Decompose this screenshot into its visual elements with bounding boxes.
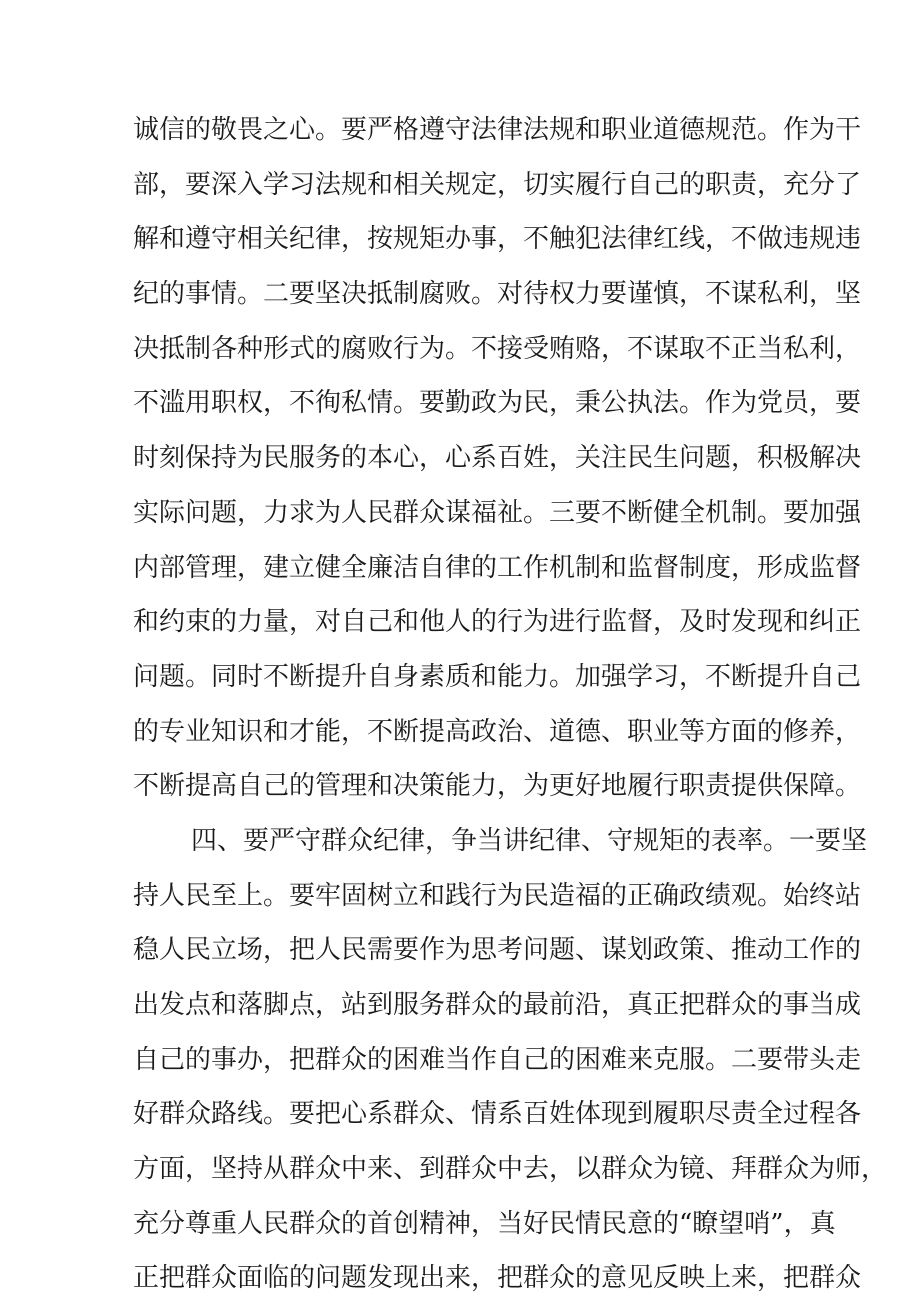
- text-line: 和约束的力量，对自己和他人的行为进行监督，及时发现和纠正: [133, 607, 862, 638]
- text-line: 稳人民立场，把人民需要作为思考问题、谋划政策、推动工作的: [133, 935, 862, 966]
- text-line: 的专业知识和才能，不断提高政治、道德、职业等方面的修养，: [133, 716, 862, 747]
- text-line: 好群众路线。要把心系群众、情系百姓体现到履职尽责全过程各: [133, 1099, 862, 1130]
- text-line: 自己的事办，把群众的困难当作自己的困难来克服。二要带头走: [133, 1044, 862, 1075]
- text-line: 实际问题，力求为人民群众谋福祉。三要不断健全机制。要加强: [133, 497, 862, 528]
- text-line: 问题。同时不断提升自身素质和能力。加强学习，不断提升自己: [133, 661, 862, 692]
- paragraph-start-line: 四、要严守群众纪律，争当讲纪律、守规矩的表率。一要坚: [191, 825, 868, 856]
- text-line: 持人民至上。要牢固树立和践行为民造福的正确政绩观。始终站: [133, 880, 862, 911]
- document-body: [133, 103, 888, 1306]
- text-line: 部，要深入学习法规和相关规定，切实履行自己的职责，充分了: [133, 169, 862, 200]
- text-line: 方面，坚持从群众中来、到群众中去，以群众为镜、拜群众为师，: [133, 1154, 888, 1185]
- text-line: 内部管理，建立健全廉洁自律的工作机制和监督制度，形成监督: [133, 552, 862, 583]
- text-line: 充分尊重人民群众的首创精神，当好民情民意的“瞭望哨”，真: [133, 1208, 836, 1239]
- text-line: 出发点和落脚点，站到服务群众的最前沿，真正把群众的事当成: [133, 990, 862, 1020]
- text-line: 时刻保持为民服务的本心，心系百姓，关注民生问题，积极解决: [133, 443, 862, 474]
- text-line: 正把群众面临的问题发现出来，把群众的意见反映上来，把群众: [133, 1263, 862, 1294]
- text-line: 不滥用职权，不徇私情。要勤政为民，秉公执法。作为党员，要: [133, 388, 862, 419]
- text-line: 决抵制各种形式的腐败行为。不接受贿赂，不谋取不正当私利，: [133, 333, 862, 364]
- text-line: 纪的事情。二要坚决抵制腐败。对待权力要谨慎，不谋私利，坚: [133, 279, 862, 310]
- paragraph-end-line: 不断提高自己的管理和决策能力，为更好地履行职责提供保障。: [133, 771, 862, 802]
- text-line: 解和遵守相关纪律，按规矩办事，不触犯法律红线，不做违规违: [133, 224, 862, 255]
- text-line: 诚信的敬畏之心。要严格遵守法律法规和职业道德规范。作为干: [133, 115, 862, 145]
